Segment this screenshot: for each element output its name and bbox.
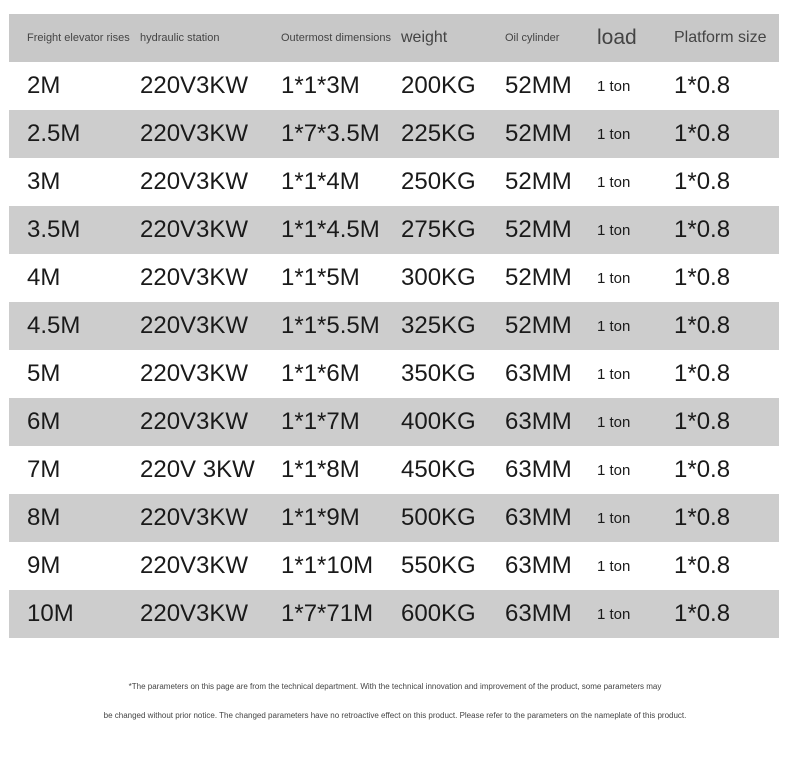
cell-platform: 1*0.8 bbox=[674, 72, 731, 99]
cell-platform: 1*0.8 bbox=[674, 408, 731, 435]
cell-weight: 325KG bbox=[401, 312, 476, 339]
cell-cylinder: 63MM bbox=[505, 552, 572, 579]
cell-dimensions: 1*1*9M bbox=[281, 504, 360, 531]
cell-rise: 6M bbox=[27, 408, 61, 435]
cell-weight: 300KG bbox=[401, 264, 476, 291]
cell-dimensions: 1*1*10M bbox=[281, 552, 374, 579]
cell-platform: 1*0.8 bbox=[674, 312, 731, 339]
cell-rise: 8M bbox=[27, 504, 61, 531]
table-row bbox=[9, 110, 779, 158]
cell-station: 220V3KW bbox=[140, 312, 249, 339]
cell-rise: 4M bbox=[27, 264, 61, 291]
cell-rise: 4.5M bbox=[27, 312, 81, 339]
spec-table bbox=[9, 14, 779, 638]
cell-load: 1 ton bbox=[597, 509, 631, 527]
footnote-line-1: *The parameters on this page are from the technical department. With the technical innovation and improvement of the product, some parameters may bbox=[128, 682, 662, 691]
cell-station: 220V3KW bbox=[140, 600, 249, 627]
table-row bbox=[9, 446, 779, 494]
header-platform: Platform size bbox=[674, 29, 767, 46]
table-row bbox=[9, 590, 779, 638]
cell-cylinder: 63MM bbox=[505, 408, 572, 435]
cell-rise: 7M bbox=[27, 456, 61, 483]
cell-weight: 400KG bbox=[401, 408, 476, 435]
cell-load: 1 ton bbox=[597, 605, 631, 623]
cell-load: 1 ton bbox=[597, 77, 631, 95]
cell-rise: 3.5M bbox=[27, 216, 81, 243]
cell-rise: 10M bbox=[27, 600, 74, 627]
table-row bbox=[9, 158, 779, 206]
header-dimensions: Outermost dimensions bbox=[281, 32, 392, 44]
cell-load: 1 ton bbox=[597, 461, 631, 479]
header-weight: weight bbox=[401, 29, 448, 46]
cell-weight: 275KG bbox=[401, 216, 476, 243]
cell-weight: 250KG bbox=[401, 168, 476, 195]
cell-cylinder: 63MM bbox=[505, 360, 572, 387]
table-row bbox=[9, 494, 779, 542]
cell-cylinder: 52MM bbox=[505, 264, 572, 291]
cell-weight: 200KG bbox=[401, 72, 476, 99]
cell-dimensions: 1*1*4M bbox=[281, 168, 360, 195]
cell-weight: 500KG bbox=[401, 504, 476, 531]
cell-dimensions: 1*1*6M bbox=[281, 360, 360, 387]
cell-rise: 5M bbox=[27, 360, 61, 387]
cell-dimensions: 1*1*5.5M bbox=[281, 312, 380, 339]
table-row bbox=[9, 350, 779, 398]
cell-cylinder: 52MM bbox=[505, 120, 572, 147]
cell-weight: 225KG bbox=[401, 120, 476, 147]
cell-platform: 1*0.8 bbox=[674, 360, 731, 387]
cell-dimensions: 1*1*7M bbox=[281, 408, 360, 435]
cell-load: 1 ton bbox=[597, 221, 631, 239]
table-row bbox=[9, 398, 779, 446]
cell-station: 220V3KW bbox=[140, 264, 249, 291]
cell-station: 220V3KW bbox=[140, 552, 249, 579]
cell-load: 1 ton bbox=[597, 173, 631, 191]
cell-platform: 1*0.8 bbox=[674, 504, 731, 531]
cell-weight: 550KG bbox=[401, 552, 476, 579]
cell-cylinder: 63MM bbox=[505, 600, 572, 627]
footnote-line-2: be changed without prior notice. The changed parameters have no retroactive effect on this product. Please refer to the parameters on the nameplate of this product. bbox=[103, 711, 687, 720]
header-load: load bbox=[597, 26, 637, 49]
cell-station: 220V3KW bbox=[140, 408, 249, 435]
cell-platform: 1*0.8 bbox=[674, 168, 731, 195]
cell-station: 220V3KW bbox=[140, 120, 249, 147]
cell-cylinder: 52MM bbox=[505, 72, 572, 99]
cell-platform: 1*0.8 bbox=[674, 456, 731, 483]
cell-station: 220V 3KW bbox=[140, 456, 255, 483]
cell-dimensions: 1*1*4.5M bbox=[281, 216, 380, 243]
header-rise: Freight elevator rises bbox=[27, 32, 130, 44]
cell-station: 220V3KW bbox=[140, 168, 249, 195]
cell-load: 1 ton bbox=[597, 125, 631, 143]
table-row bbox=[9, 254, 779, 302]
table-row bbox=[9, 542, 779, 590]
cell-dimensions: 1*7*3.5M bbox=[281, 120, 380, 147]
cell-dimensions: 1*1*3M bbox=[281, 72, 360, 99]
cell-weight: 600KG bbox=[401, 600, 476, 627]
cell-station: 220V3KW bbox=[140, 216, 249, 243]
cell-station: 220V3KW bbox=[140, 360, 249, 387]
cell-cylinder: 63MM bbox=[505, 504, 572, 531]
header-cylinder: Oil cylinder bbox=[505, 32, 560, 44]
table-row bbox=[9, 302, 779, 350]
cell-cylinder: 52MM bbox=[505, 312, 572, 339]
table-row bbox=[9, 62, 779, 110]
cell-cylinder: 52MM bbox=[505, 168, 572, 195]
cell-weight: 350KG bbox=[401, 360, 476, 387]
table-row bbox=[9, 206, 779, 254]
cell-load: 1 ton bbox=[597, 557, 631, 575]
cell-cylinder: 52MM bbox=[505, 216, 572, 243]
cell-rise: 9M bbox=[27, 552, 61, 579]
cell-platform: 1*0.8 bbox=[674, 600, 731, 627]
cell-rise: 3M bbox=[27, 168, 61, 195]
table-header bbox=[9, 14, 779, 62]
cell-rise: 2M bbox=[27, 72, 61, 99]
cell-platform: 1*0.8 bbox=[674, 264, 731, 291]
cell-cylinder: 63MM bbox=[505, 456, 572, 483]
cell-platform: 1*0.8 bbox=[674, 552, 731, 579]
cell-dimensions: 1*7*71M bbox=[281, 600, 374, 627]
cell-load: 1 ton bbox=[597, 317, 631, 335]
cell-station: 220V3KW bbox=[140, 72, 249, 99]
cell-load: 1 ton bbox=[597, 269, 631, 287]
cell-weight: 450KG bbox=[401, 456, 476, 483]
cell-platform: 1*0.8 bbox=[674, 216, 731, 243]
cell-rise: 2.5M bbox=[27, 120, 81, 147]
cell-station: 220V3KW bbox=[140, 504, 249, 531]
header-station: hydraulic station bbox=[140, 32, 220, 44]
cell-dimensions: 1*1*5M bbox=[281, 264, 360, 291]
cell-platform: 1*0.8 bbox=[674, 120, 731, 147]
table-body bbox=[9, 62, 779, 638]
cell-load: 1 ton bbox=[597, 413, 631, 431]
cell-dimensions: 1*1*8M bbox=[281, 456, 360, 483]
cell-load: 1 ton bbox=[597, 365, 631, 383]
